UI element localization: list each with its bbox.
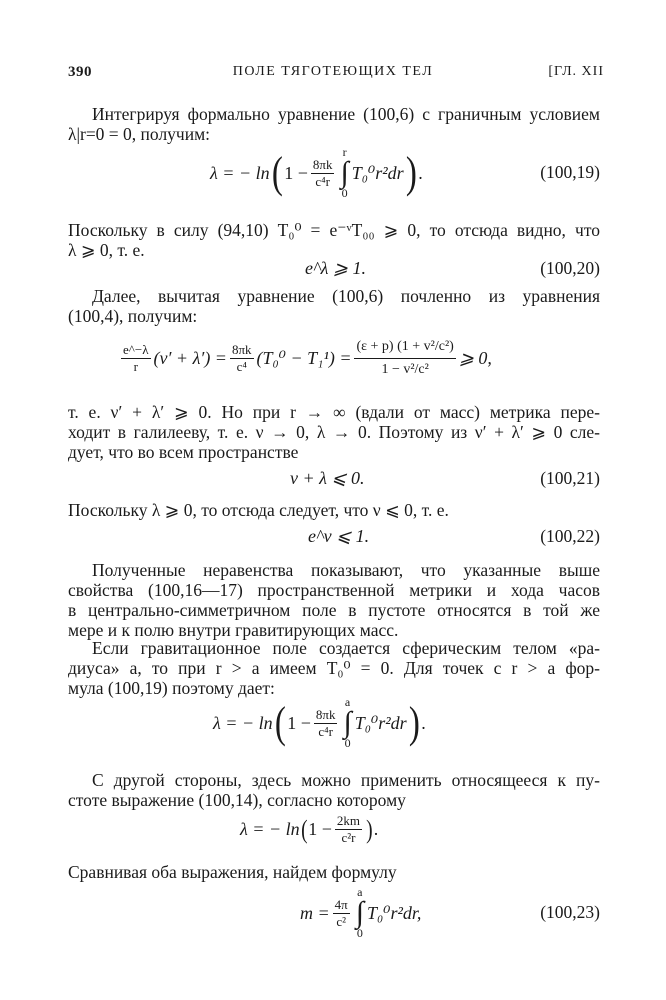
integral-sign: a ∫ 0 — [343, 695, 352, 750]
text-line: т. е. ν′ + λ′ ⩾ 0. Но при r → ∞ (вдали от масс) метрика пере- — [68, 402, 600, 422]
text-line: Поскольку λ ⩾ 0, то отсюда следует, что ν ⩽ 0, т. е. — [68, 500, 449, 520]
text-line: мула (100,19) поэтому дает: — [68, 678, 275, 698]
equation-100-21: ν + λ ⩽ 0. (100,21) — [290, 468, 600, 488]
fraction: $\frac{8\pi k}{\text{c⁴r}}$ — [312, 156, 333, 189]
text-line: ходит в галилееву, т. е. ν → 0, λ → 0. Поэтому из ν′ + λ′ ⩾ 0 сле- — [68, 422, 600, 442]
text-line: λ|r=0 = 0, получим: — [68, 124, 211, 144]
integral-sign: a ∫ 0 — [355, 885, 364, 940]
text-line: стоте выражение (100,14), согласно которому — [68, 790, 406, 810]
eq-lhs: λ = − ln — [210, 162, 270, 183]
text-line: Интегрируя формально уравнение (100,6) с граничным условием — [92, 104, 600, 124]
right-paren: ) — [405, 148, 417, 197]
equation-lambda-schwarzschild: λ = − ln ( 1 − $\frac{2km}{\text{c²r}}$ ) . — [240, 813, 379, 845]
text-line: Сравнивая оба выражения, найдем формулу — [68, 862, 397, 882]
equation-lambda-a: λ = − ln ( 1 − $\frac{8\pi k}{\text{c⁴r}}$ a ∫ 0 T₀⁰r²dr ) . — [213, 695, 426, 750]
equation-100-22: e^ν ⩽ 1. (100,22) — [308, 526, 600, 546]
text-line: Далее, вычитая уравнение (100,6) почленно из уравнения — [92, 286, 600, 306]
text-line: диуса» a, то при r > a имеем T₀⁰ = 0. Для точек с r > a фор- — [68, 658, 600, 678]
text-line: Если гравитационное поле создается сферическим телом «ра- — [92, 638, 600, 658]
integral-sign: r ∫ 0 — [340, 145, 349, 200]
integrand: T₀⁰r²dr — [351, 162, 404, 183]
text-line: свойства (100,16—17) пространственной метрики и хода часов — [68, 580, 600, 600]
text-line: λ ⩾ 0, т. е. — [68, 240, 145, 260]
equation-number: (100,22) — [540, 526, 600, 546]
text-line: С другой стороны, здесь можно применить относящееся к пу- — [92, 770, 600, 790]
text-line: мере и к полю внутри гравитирующих масс. — [68, 620, 399, 640]
text-line: Полученные неравенства показывают, что указанные выше — [92, 560, 600, 580]
equation-number: (100,19) — [540, 162, 600, 182]
text-line: (100,4), получим: — [68, 306, 198, 326]
eq-one: 1 − — [284, 162, 308, 183]
equation-number: (100,23) — [540, 902, 600, 922]
text-line: Поскольку в силу (94,10) T₀⁰ = e⁻ᵛT₀₀ ⩾ 0, то отсюда видно, что — [68, 220, 600, 240]
equation-100-23: m = $\frac{4\pi}{\text{c²}}$ a ∫ 0 T₀⁰r²dr, (100,23) — [300, 885, 600, 940]
text-line: дует, что во всем пространстве — [68, 442, 299, 462]
running-title: ПОЛЕ ТЯГОТЕЮЩИХ ТЕЛ — [232, 64, 434, 79]
equation-number: (100,20) — [540, 258, 600, 278]
equation-derivative: $\frac{e\^{}-\lambda}{r}$ (ν′ + λ′) = $\frac{8\pi k}{\text{c⁴}}$ (T₀⁰ − T₁¹) = $\frac{\text{(ε + p) (1 + v²/c²)}}{\text{1 − v²/c²}}$ ⩾ 0, — [123, 338, 492, 377]
equation-100-20: e^λ ⩾ 1. (100,20) — [305, 258, 600, 278]
left-paren: ( — [271, 148, 283, 197]
text-line: в центрально-симметричном поле в пустоте относятся в той же — [68, 600, 600, 620]
page-number: 390 — [68, 64, 92, 80]
equation-number: (100,21) — [540, 468, 600, 488]
chapter-label: [ГЛ. XII — [548, 64, 604, 79]
equation-100-19: λ = − ln ( 1 − $\frac{8\pi k}{\text{c⁴r}}$ r ∫ 0 T₀⁰r²dr ) . (100,19) — [210, 145, 600, 200]
